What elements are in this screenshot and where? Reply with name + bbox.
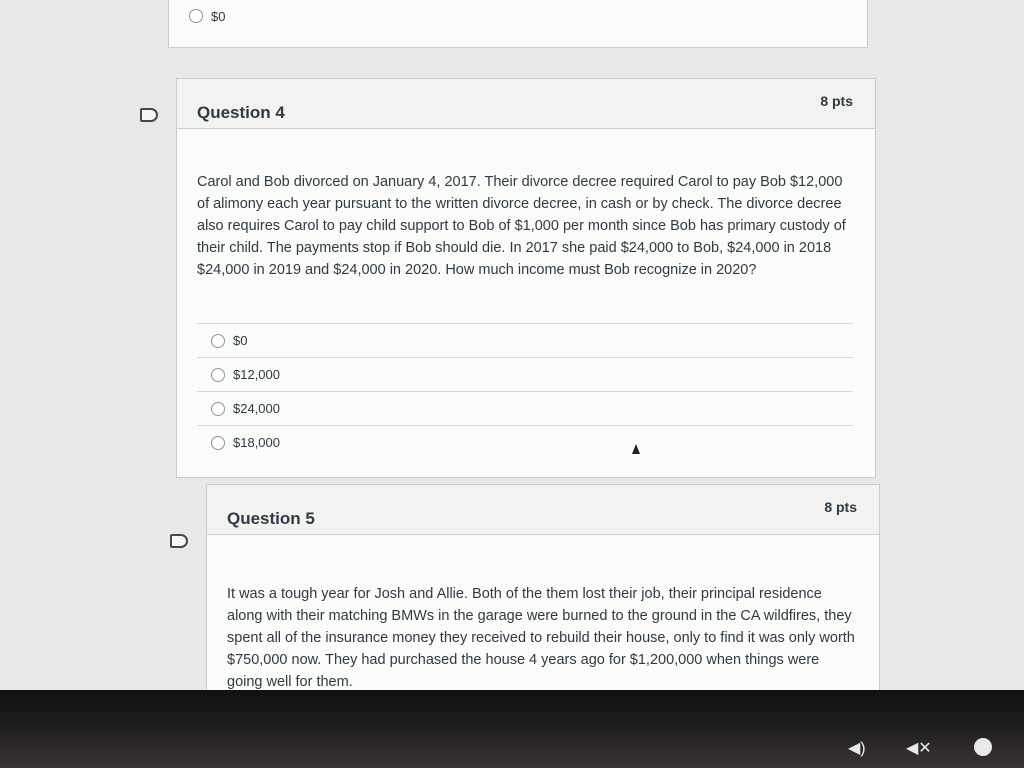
question-title: Question 4 xyxy=(197,103,285,122)
question-5-card xyxy=(206,484,880,704)
question-points: 8 pts xyxy=(824,499,857,515)
radio-button[interactable] xyxy=(211,334,225,348)
answer-option[interactable] xyxy=(197,425,853,459)
laptop-bezel xyxy=(0,690,1024,768)
answer-option[interactable] xyxy=(197,357,853,391)
question-points: 8 pts xyxy=(820,93,853,109)
mouse-cursor-icon xyxy=(632,444,640,454)
mute-icon[interactable]: ◀✕ xyxy=(906,740,932,757)
answer-option[interactable] xyxy=(197,391,853,425)
chrome-icon[interactable] xyxy=(974,738,992,756)
answer-label: $12,000 xyxy=(233,367,280,382)
radio-button[interactable] xyxy=(189,9,203,23)
question-title: Question 5 xyxy=(227,509,315,528)
radio-button[interactable] xyxy=(211,402,225,416)
answer-label: $18,000 xyxy=(233,435,280,450)
question-header xyxy=(207,485,879,535)
answer-label: $0 xyxy=(233,333,248,348)
question-text: Carol and Bob divorced on January 4, 2017. Their divorce decree required Carol to pay Bob $12,000 of alimony each year pursuant to the written divorce decree, in cash or by check. The divorce decree also requires Carol to pay child support to Bob of $1,000 per month since Bob has primary custody of their child. The payments stop if Bob should die. In 2017 she paid $24,000 to Bob, $24,000 in 2018 $24,000 in 2019 and $24,000 in 2020. How much income must Bob recognize in 2020? xyxy=(197,174,846,278)
question-4-card xyxy=(176,78,876,478)
answer-label: $24,000 xyxy=(233,401,280,416)
question-3-card xyxy=(168,0,868,48)
volume-icon[interactable]: ◀) xyxy=(848,740,866,757)
answer-option[interactable] xyxy=(197,323,853,357)
flag-icon[interactable] xyxy=(170,534,188,548)
radio-button[interactable] xyxy=(211,436,225,450)
answer-label: $0 xyxy=(211,8,226,24)
flag-icon[interactable] xyxy=(140,108,158,122)
question-text: It was a tough year for Josh and Allie. Both of the them lost their job, their principal residence along with their matching BMWs in the garage were burned to the ground in the CA wildfires, they spent all of the insurance money they received to rebuild their house, only to find it was only worth $750,000 now. They had purchased the house 4 years ago for $1,200,000 when things were going well for them. xyxy=(227,586,855,690)
question-header xyxy=(177,79,875,129)
radio-button[interactable] xyxy=(211,368,225,382)
answer-option[interactable] xyxy=(175,0,845,33)
